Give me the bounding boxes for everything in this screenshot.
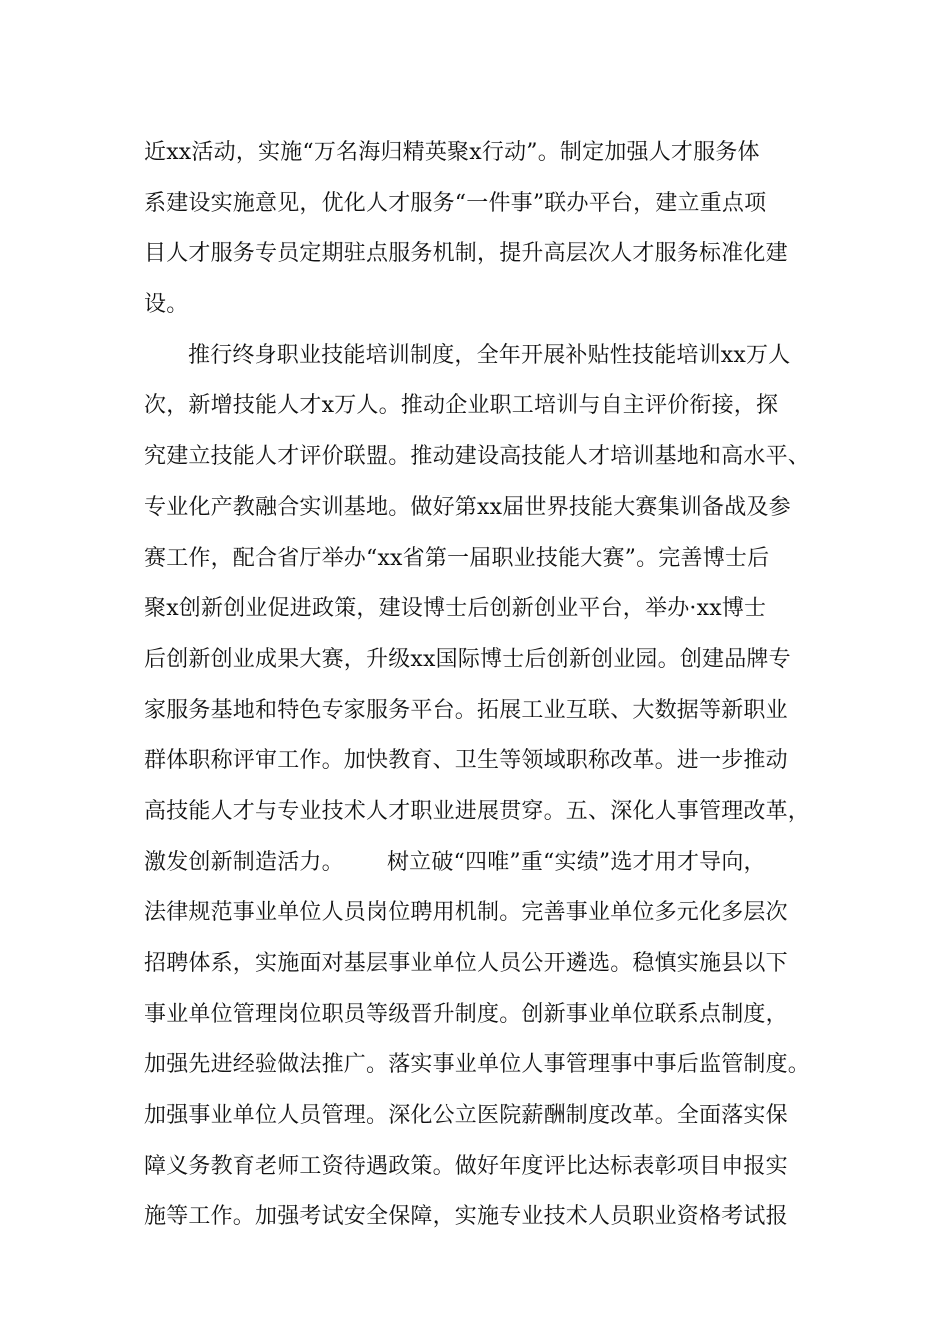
paragraph-skills-training — [144, 331, 824, 1243]
paragraph-talent-services — [144, 128, 824, 331]
document-body — [144, 128, 824, 1243]
text-line: 群体职称评审工作。加快教育、卫生等领域职称改革。进一步推动 — [144, 748, 788, 774]
text-line: 法律规范事业单位人员岗位聘用机制。完善事业单位多元化多层次 — [144, 900, 788, 926]
text-line: 激发创新制造活力。 树立破“四唯”重“实绩”选才用才导向， — [144, 849, 766, 875]
text-line: 家服务基地和特色专家服务平台。拓展工业互联、大数据等新职业 — [144, 697, 788, 723]
text-line: 加强事业单位人员管理。深化公立医院薪酬制度改革。全面落实保 — [144, 1103, 788, 1129]
text-line: 专业化产教融合实训基地。做好第xx届世界技能大赛集训备战及参 — [144, 494, 791, 520]
text-line: 聚x创新创业促进政策，建设博士后创新创业平台，举办·xx博士 — [144, 596, 767, 622]
text-line: 高技能人才与专业技术人才职业进展贯穿。五、深化人事管理改革， — [144, 798, 811, 824]
text-line: 后创新创业成果大赛，升级xx国际博士后创新创业园。创建品牌专 — [144, 646, 791, 672]
text-line: 加强先进经验做法推广。落实事业单位人事管理事中事后监管制度。 — [144, 1052, 811, 1078]
text-line: 近xx活动，实施“万名海归精英聚x行动”。制定加强人才服务体 — [144, 140, 760, 165]
text-line: 事业单位管理岗位职员等级晋升制度。创新事业单位联系点制度， — [144, 1001, 788, 1027]
text-line: 障义务教育老师工资待遇政策。做好年度评比达标表彰项目申报实 — [144, 1153, 788, 1179]
text-line: 次，新增技能人才x万人。推动企业职工培训与自主评价衔接，探 — [144, 393, 779, 419]
text-line: 赛工作，配合省厅举办“xx省第一届职业技能大赛”。完善博士后 — [144, 545, 770, 571]
text-line: 推行终身职业技能培训制度，全年开展补贴性技能培训xx万人 — [188, 342, 791, 368]
text-line: 施等工作。加强考试安全保障，实施专业技术人员职业资格考试报 — [144, 1204, 788, 1230]
text-line: 设。 — [144, 292, 189, 318]
text-line: 目人才服务专员定期驻点服务机制，提升高层次人才服务标准化建 — [144, 241, 788, 267]
text-line: 招聘体系，实施面对基层事业单位人员公开遴选。稳慎实施县以下 — [144, 951, 788, 976]
text-line: 系建设实施意见，优化人才服务“一件事”联办平台，建立重点项 — [144, 190, 767, 216]
text-line: 究建立技能人才评价联盟。推动建设高技能人才培训基地和高水平、 — [144, 444, 811, 470]
